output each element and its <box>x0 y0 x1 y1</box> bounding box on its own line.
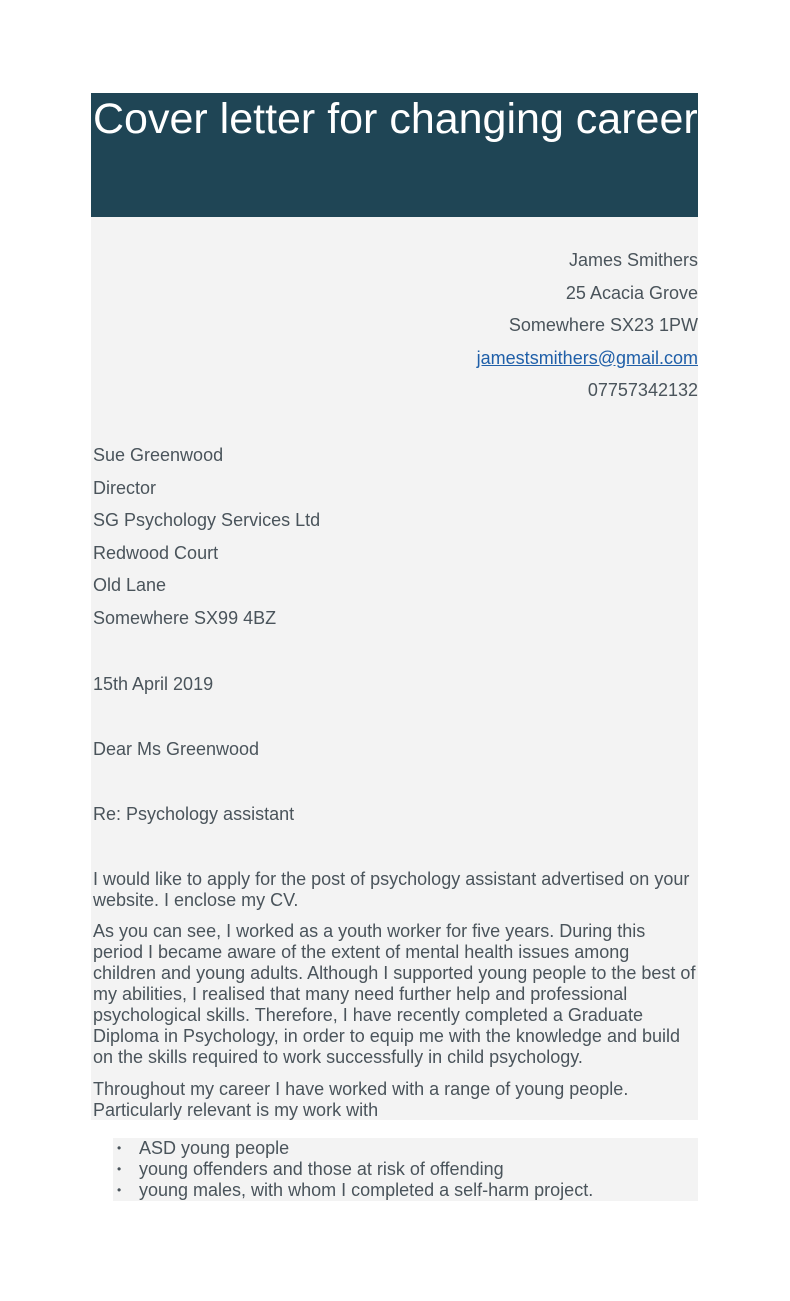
list-item-text: ASD young people <box>139 1138 290 1158</box>
bullet-icon: • <box>117 1162 122 1176</box>
bullet-icon: • <box>117 1141 122 1155</box>
title-banner <box>91 93 698 217</box>
letter-body <box>91 217 698 1120</box>
subject-line: Re: Psychology assistant <box>93 804 295 824</box>
document-title: Cover letter for changing career <box>93 95 698 143</box>
letter-date: 15th April 2019 <box>93 674 214 694</box>
sender-town: Somewhere SX23 1PW <box>508 315 698 335</box>
recipient-company: SG Psychology Services Ltd <box>93 510 321 530</box>
recipient-town: Somewhere SX99 4BZ <box>93 607 277 628</box>
list-item-text: young males, with whom I completed a self-harm project. <box>139 1180 594 1200</box>
recipient-address-line-1: Redwood Court <box>93 542 219 563</box>
list-item <box>113 1180 698 1201</box>
sender-name: James Smithers <box>568 250 698 270</box>
list-item <box>113 1159 698 1180</box>
list-item-text: young offenders and those at risk of offending <box>139 1159 504 1179</box>
sender-phone: 07757342132 <box>587 380 698 400</box>
bullet-icon: • <box>117 1183 122 1197</box>
paragraph-range: Throughout my career I have worked with a range of young people. Particularly relevant is my work with <box>93 1079 629 1120</box>
list-item <box>113 1138 698 1159</box>
paragraph-experience: As you can see, I worked as a youth worker for five years. During this period I became aware of the extent of mental health issues among children and young adults. Although I supported young people to the best of my abilities, I realised that many need further help and professional psychological skills. Therefore, I have recently completed a Graduate Diploma in Psychology, in order to equip me with the knowledge and build on the skills required to work successfully in child psychology. <box>93 921 696 1067</box>
experience-list <box>113 1138 698 1201</box>
recipient-name: Sue Greenwood <box>93 445 224 465</box>
recipient-position: Director <box>93 477 157 498</box>
recipient-address-line-2: Old Lane <box>93 575 167 595</box>
salutation: Dear Ms Greenwood <box>93 739 260 759</box>
paragraph-intro: I would like to apply for the post of psychology assistant advertised on your website. I enclose my CV. <box>93 869 690 910</box>
sender-address <box>477 247 698 410</box>
sender-email-link[interactable]: jamestsmithers@gmail.com <box>476 347 698 368</box>
sender-street: 25 Acacia Grove <box>565 282 698 303</box>
recipient-address <box>93 442 320 637</box>
